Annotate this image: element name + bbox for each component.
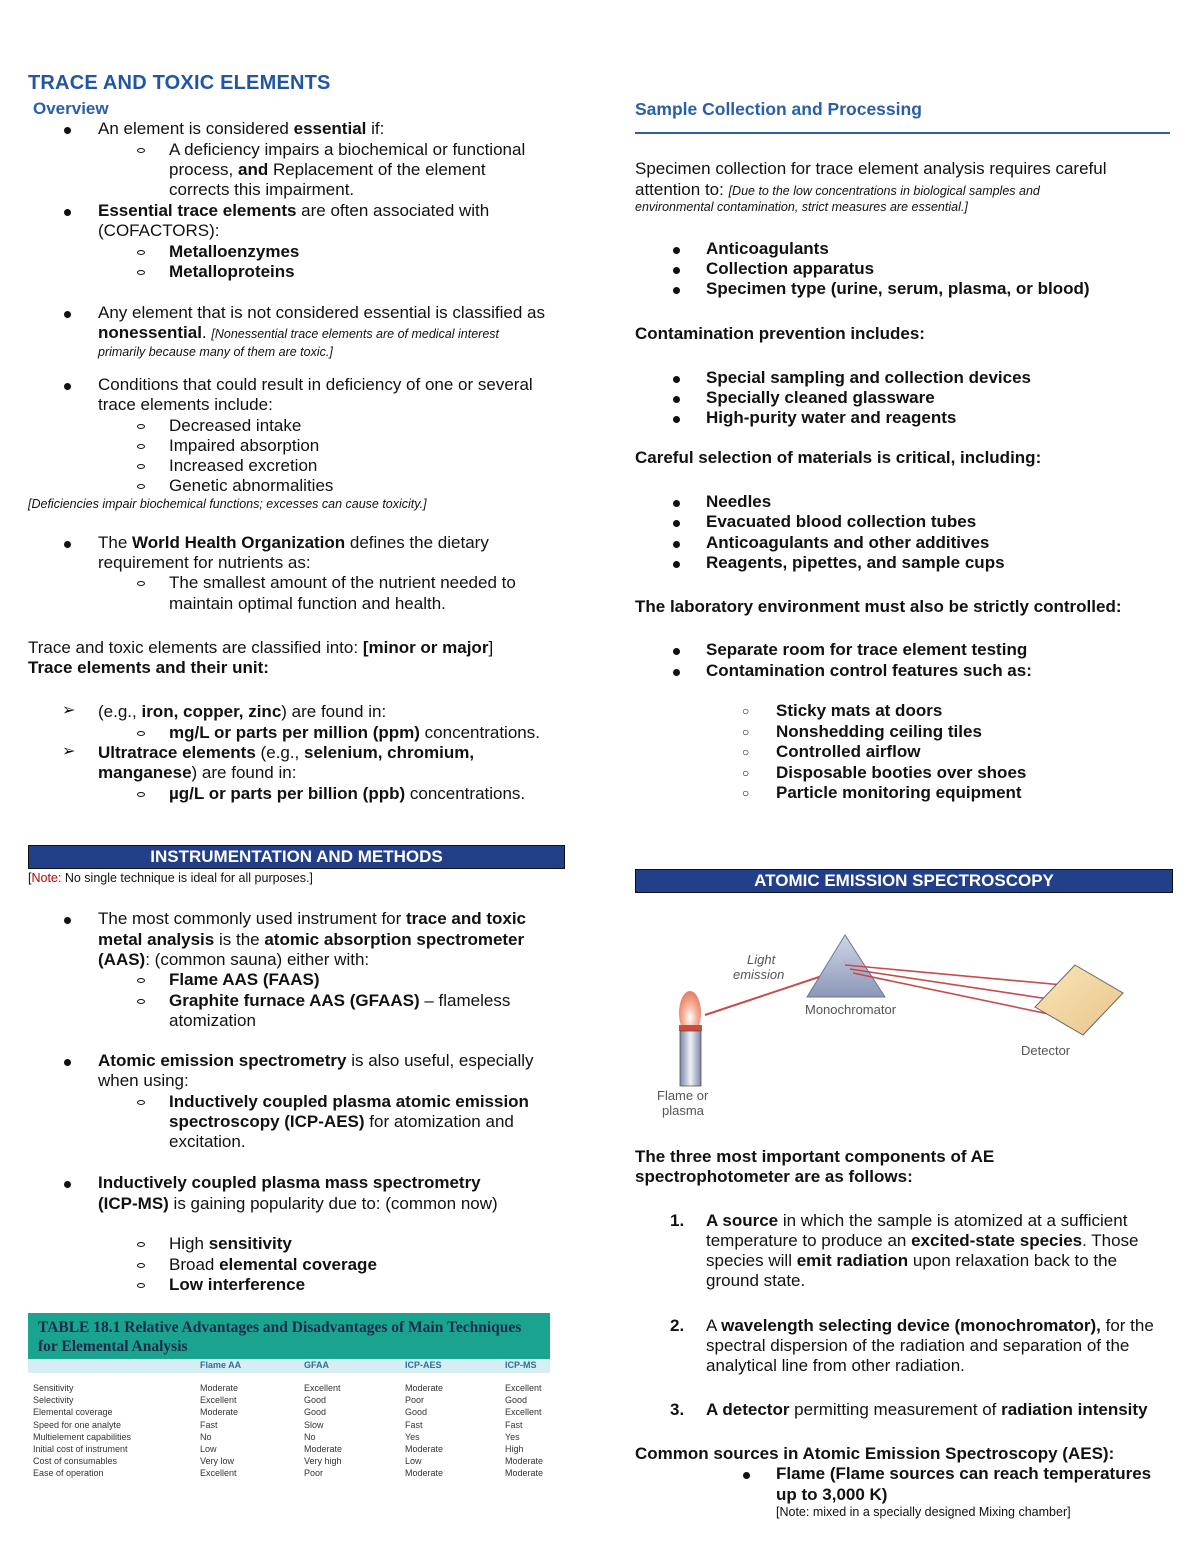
table-cell: Low <box>405 1456 422 1467</box>
table-cell: Speed for one analyte <box>33 1419 122 1430</box>
icpms-item: Low interference <box>169 1275 306 1294</box>
deficiency-item: Increased excretion <box>169 456 318 475</box>
prism-icon <box>807 935 885 997</box>
number-2: 2. <box>670 1316 685 1335</box>
aes-sub-2: spectroscopy (ICP-AES) for atomization and <box>169 1112 514 1131</box>
table-cell: Poor <box>304 1468 324 1479</box>
aas-sub-1: Flame AAS (FAAS) <box>169 970 320 989</box>
aas-sub-2-line2: atomization <box>169 1011 256 1030</box>
flame-item: Flame (Flame sources can reach temperatures <box>776 1464 1152 1483</box>
bullet-icon <box>673 247 680 254</box>
table-row <box>28 1444 550 1456</box>
sub-bullet-icon <box>137 999 145 1004</box>
table-row <box>28 1432 550 1444</box>
flame-note: [Note: mixed in a specially designed Mixing chamber] <box>776 1505 1071 1519</box>
contamination-item: High-purity water and reagents <box>706 408 957 427</box>
sub-bullet-icon <box>137 444 145 449</box>
flame-source-icon <box>679 991 702 1086</box>
ultratrace-line: Ultratrace elements (e.g., selenium, chromium, <box>98 743 475 762</box>
bullet-icon <box>673 416 680 423</box>
table-cell: Sensitivity <box>33 1383 74 1393</box>
emission-label: emission <box>733 967 785 982</box>
table-cell: Good <box>405 1407 428 1418</box>
lab-sub-item: Controlled airflow <box>776 742 921 761</box>
number-3: 3. <box>670 1400 685 1419</box>
bullet-icon <box>64 311 71 318</box>
attention-item: Collection apparatus <box>706 259 875 278</box>
sub-bullet-icon: ○ <box>742 786 750 800</box>
sub-bullet-icon <box>137 1242 145 1247</box>
table-row <box>28 1468 550 1480</box>
aas-line-3: (AAS): (common sauna) either with: <box>98 950 370 969</box>
arrow-bullet-icon: ➢ <box>62 702 76 719</box>
bullet-icon <box>673 287 680 294</box>
bullet-icon <box>64 127 71 134</box>
deficiency-item: Impaired absorption <box>169 436 320 455</box>
flame-label: Flame or <box>657 1088 709 1103</box>
component-2-line-3: analytical line from other radiation. <box>706 1356 965 1375</box>
nonessential-line-2: nonessential. [Nonessential trace elements are of medical interest <box>98 323 500 342</box>
deficiency-item: Decreased intake <box>169 416 302 435</box>
flame-item-2: up to 3,000 K) <box>776 1485 888 1504</box>
table-cell: Moderate <box>405 1383 444 1393</box>
cofactors-line-2: (COFACTORS): <box>98 221 220 240</box>
table-cell: Slow <box>304 1419 324 1430</box>
contamination-heading: Contamination prevention includes: <box>635 324 925 343</box>
sub-bullet-icon <box>137 731 145 736</box>
component-3-line-1: A detector permitting measurement of radiation intensity <box>706 1400 1148 1419</box>
table-cell: Excellent <box>304 1383 341 1393</box>
bullet-icon <box>673 267 680 274</box>
plasma-label: plasma <box>662 1103 704 1118</box>
table-cell: Cost of consumables <box>33 1456 118 1467</box>
essential-sub-1: A deficiency impairs a biochemical or functional <box>169 140 526 159</box>
lab-sub-item: Particle monitoring equipment <box>776 783 1022 802</box>
bullet-icon <box>64 383 71 390</box>
bullet-icon <box>64 1181 71 1188</box>
component-1-line-1: A source in which the sample is atomized at a sufficient <box>706 1211 1128 1230</box>
aes-sub-1: Inductively coupled plasma atomic emission <box>169 1092 529 1111</box>
table-cell: Fast <box>405 1419 423 1430</box>
nonessential-line: Any element that is not considered essential is classified as <box>98 303 545 322</box>
table-cell: Yes <box>505 1431 520 1442</box>
lab-sub-item: Sticky mats at doors <box>776 701 943 720</box>
aas-line: The most commonly used instrument for trace and toxic <box>98 909 527 928</box>
table-cell: Excellent <box>200 1395 237 1406</box>
intro-line: Specimen collection for trace element analysis requires careful <box>635 159 1107 178</box>
table-cell: Good <box>505 1395 528 1406</box>
intro-line-2: attention to: [Due to the low concentrations in biological samples and <box>635 180 1040 199</box>
components-heading-2: spectrophotometer are as follows: <box>635 1167 913 1186</box>
who-sub-1: The smallest amount of the nutrient needed to <box>169 573 516 592</box>
table-row <box>28 1383 550 1395</box>
table-cell: Excellent <box>505 1383 542 1393</box>
light-label: Light <box>747 952 776 967</box>
heading-underline <box>635 132 1170 134</box>
sample-heading: Sample Collection and Processing <box>635 99 922 119</box>
table-cell: Selectivity <box>33 1395 74 1406</box>
table-cell: Initial cost of instrument <box>33 1443 128 1454</box>
techniques-table <box>28 1313 550 1481</box>
icpms-item: Broad elemental coverage <box>169 1255 377 1274</box>
sub-bullet-icon <box>137 250 145 255</box>
materials-heading: Careful selection of materials is critical, including: <box>635 448 1042 467</box>
table-cell: Moderate <box>505 1456 544 1467</box>
bullet-icon <box>673 376 680 383</box>
essential-sub-2: process, and Replacement of the element <box>169 160 486 179</box>
aes-banner: ATOMIC EMISSION SPECTROSCOPY <box>635 869 1173 893</box>
bullet-icon <box>743 1472 750 1479</box>
note-line: [Note: No single technique is ideal for all purposes.] <box>28 871 313 885</box>
component-2-line-2: spectral dispersion of the radiation and separation of the <box>706 1336 1130 1355</box>
deficiency-line-2: trace elements include: <box>98 395 273 414</box>
table-cell: Ease of operation <box>33 1468 104 1479</box>
page-title: TRACE AND TOXIC ELEMENTS <box>28 72 331 94</box>
bullet-icon <box>64 209 71 216</box>
table-cell: Multielement capabilities <box>33 1431 132 1442</box>
sub-bullet-icon: ○ <box>742 725 750 739</box>
lab-sub-item: Disposable booties over shoes <box>776 763 1027 782</box>
sub-bullet-icon <box>137 792 145 797</box>
table-cell: Fast <box>505 1419 523 1430</box>
table-cell: No <box>200 1431 212 1442</box>
detector-label: Detector <box>1021 1043 1071 1058</box>
cofactors-line: Essential trace elements are often associated with <box>98 201 490 220</box>
table-cell: Poor <box>405 1395 425 1406</box>
sub-bullet-icon <box>137 1263 145 1268</box>
aes-sub-3: excitation. <box>169 1132 246 1151</box>
bullet-icon <box>673 669 680 676</box>
sources-heading: Common sources in Atomic Emission Spectroscopy (AES): <box>635 1444 1115 1463</box>
table-cell: Very low <box>200 1456 235 1467</box>
sub-bullet-icon <box>137 464 145 469</box>
table-cell: Moderate <box>304 1443 343 1454</box>
ultratrace-line-2: manganese) are found in: <box>98 763 297 782</box>
attention-item: Specimen type (urine, serum, plasma, or blood) <box>706 279 1090 298</box>
sub-bullet-icon <box>137 1283 145 1288</box>
deficiency-line: Conditions that could result in deficiency of one or several <box>98 375 533 394</box>
instrumentation-banner: INSTRUMENTATION AND METHODS <box>28 845 565 869</box>
monochromator-label: Monochromator <box>805 1002 897 1017</box>
number-1: 1. <box>670 1211 685 1230</box>
table-cell: Moderate <box>505 1468 544 1479</box>
aes-diagram <box>645 925 1165 1125</box>
table-cell: Excellent <box>200 1468 237 1479</box>
icpms-line: Inductively coupled plasma mass spectrometry <box>98 1173 481 1192</box>
table-row <box>28 1395 550 1407</box>
table-cell: No <box>304 1431 316 1442</box>
table-cell: Moderate <box>200 1407 239 1418</box>
component-1-line-3: species will emit radiation upon relaxation back to the <box>706 1251 1118 1270</box>
detector-icon <box>1035 965 1123 1035</box>
lab-item: Contamination control features such as: <box>706 661 1032 680</box>
aes-line-2: when using: <box>98 1071 189 1090</box>
contamination-item: Specially cleaned glassware <box>706 388 935 407</box>
sub-bullet-icon <box>137 424 145 429</box>
cofactor-item: Metalloenzymes <box>169 242 300 261</box>
table-cell: Yes <box>405 1431 420 1442</box>
aes-line: Atomic emission spectrometry is also useful, especially <box>98 1051 534 1070</box>
who-line: The World Health Organization defines the dietary <box>98 533 489 552</box>
component-2-line-1: A wavelength selecting device (monochromator), for the <box>706 1316 1154 1335</box>
essential-sub-3: corrects this impairment. <box>169 180 355 199</box>
table-cell: Excellent <box>505 1407 542 1418</box>
trace-line: (e.g., iron, copper, zinc) are found in: <box>98 702 387 721</box>
table-title: TABLE 18.1 Relative Advantages and Disadvantages of Main Techniques for Elemental Analysis <box>28 1313 550 1359</box>
sub-bullet-icon: ○ <box>742 704 750 718</box>
table-cell: Good <box>304 1395 327 1406</box>
bullet-icon <box>673 520 680 527</box>
bullet-icon <box>673 648 680 655</box>
classified-line: Trace and toxic elements are classified into: [minor or major] <box>28 638 494 657</box>
table-row <box>28 1407 550 1419</box>
icpms-item: High sensitivity <box>169 1234 292 1253</box>
attention-item: Anticoagulants <box>706 239 829 258</box>
materials-item: Anticoagulants and other additives <box>706 533 990 552</box>
component-1-line-2: temperature to produce an excited-state species. Those <box>706 1231 1139 1250</box>
table-cell: High <box>505 1443 524 1454</box>
sub-bullet-icon <box>137 484 145 489</box>
sub-bullet-icon <box>137 1100 145 1105</box>
sub-bullet-icon: ○ <box>742 766 750 780</box>
deficiency-note: [Deficiencies impair biochemical functions; excesses can cause toxicity.] <box>28 497 427 511</box>
lab-heading: The laboratory environment must also be strictly controlled: <box>635 597 1122 616</box>
aas-line-2: metal analysis is the atomic absorption spectrometer <box>98 930 525 949</box>
aas-sub-2: Graphite furnace AAS (GFAAS) – flameless <box>169 991 511 1010</box>
sub-bullet-icon: ○ <box>742 745 750 759</box>
table-cell: Moderate <box>405 1443 444 1454</box>
bullet-icon <box>673 396 680 403</box>
bullet-icon <box>64 541 71 548</box>
bullet-icon <box>673 500 680 507</box>
sub-bullet-icon <box>137 581 145 586</box>
sub-bullet-icon <box>137 978 145 983</box>
who-line-2: requirement for nutrients as: <box>98 553 311 572</box>
table-cell: Moderate <box>200 1383 239 1393</box>
materials-item: Needles <box>706 492 772 511</box>
materials-item: Evacuated blood collection tubes <box>706 512 977 531</box>
table-cell: Good <box>304 1407 327 1418</box>
bullet-icon <box>64 917 71 924</box>
table-cell: Low <box>200 1443 217 1454</box>
table-cell: Moderate <box>405 1468 444 1479</box>
table-header-row: Flame AA GFAA ICP-AES ICP-MS <box>28 1359 550 1373</box>
trace-unit: mg/L or parts per million (ppm) concentrations. <box>169 723 540 742</box>
contamination-item: Special sampling and collection devices <box>706 368 1032 387</box>
components-heading: The three most important components of AE <box>635 1147 995 1166</box>
bullet-icon <box>673 561 680 568</box>
who-sub-2: maintain optimal function and health. <box>169 594 446 613</box>
units-heading: Trace elements and their unit: <box>28 658 269 677</box>
bullet-icon <box>673 541 680 548</box>
materials-item: Reagents, pipettes, and sample cups <box>706 553 1005 572</box>
sub-bullet-icon <box>137 270 145 275</box>
ultratrace-unit: µg/L or parts per billion (ppb) concentrations. <box>169 784 526 803</box>
table-row <box>28 1456 550 1468</box>
table-row <box>28 1420 550 1432</box>
intro-note: environmental contamination, strict measures are essential.] <box>635 200 968 214</box>
deficiency-item: Genetic abnormalities <box>169 476 334 495</box>
lab-item: Separate room for trace element testing <box>706 640 1028 659</box>
lab-sub-item: Nonshedding ceiling tiles <box>776 722 982 741</box>
essential-line: An element is considered essential if: <box>98 119 385 138</box>
arrow-bullet-icon: ➢ <box>62 743 76 760</box>
icpms-line-2: (ICP-MS) is gaining popularity due to: (common now) <box>98 1194 498 1213</box>
table-cell: Very high <box>304 1456 342 1467</box>
bullet-icon <box>64 1059 71 1066</box>
component-1-line-4: ground state. <box>706 1271 806 1290</box>
cofactor-item: Metalloproteins <box>169 262 295 281</box>
overview-heading: Overview <box>33 99 109 118</box>
table-cell: Fast <box>200 1419 218 1430</box>
table-cell: Elemental coverage <box>33 1407 113 1418</box>
sub-bullet-icon <box>137 148 145 153</box>
nonessential-note: primarily because many of them are toxic.] <box>98 345 333 359</box>
